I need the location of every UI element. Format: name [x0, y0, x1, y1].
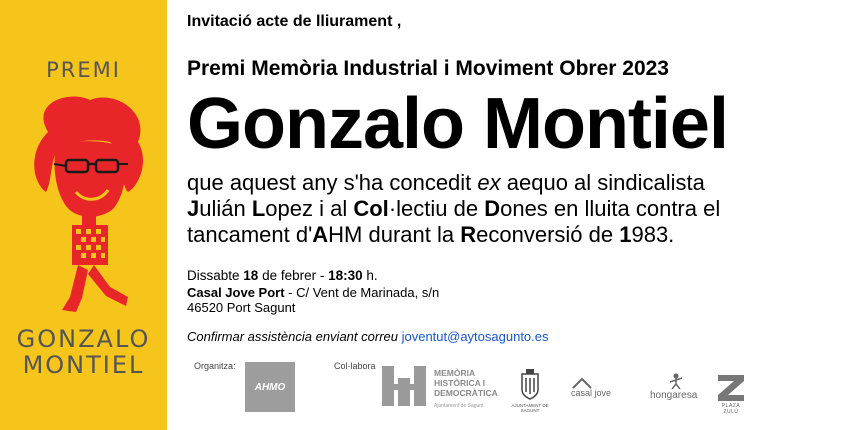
desc-ex: ex	[477, 170, 501, 195]
organitza-label: Organitza:	[194, 361, 236, 371]
sidebar-name-line1: GONZALO	[16, 325, 151, 353]
ajuntament-text: AJUNTAMENT DE SAGUNT	[511, 403, 549, 413]
memoria-line3: DEMOCRÀTICA	[434, 388, 498, 398]
event-month: de febrer -	[258, 268, 329, 283]
plaza-zulu-logo	[714, 373, 748, 415]
hongaresa-logo	[650, 373, 702, 403]
desc-text: ·lectiu de	[388, 196, 485, 221]
memoria-line1: MEMÒRIA	[434, 368, 476, 378]
ajuntament-logo	[506, 368, 554, 412]
event-day-number: 18	[243, 268, 259, 283]
event-venue	[187, 285, 439, 301]
desc-text: econversió de	[476, 222, 620, 247]
desc-initial: R	[460, 222, 477, 247]
desc-text: opez i al	[265, 196, 354, 221]
awardee-name: Gonzalo Montiel	[187, 84, 728, 164]
prize-title: Premi Memòria Industrial i Moviment Obrer 2023	[187, 57, 669, 80]
coat-of-arms-icon	[517, 368, 543, 400]
portrait-illustration	[10, 92, 158, 317]
venue-name: Casal Jove Port	[187, 285, 285, 300]
casal-jove-text: casal jove	[571, 388, 612, 398]
memoria-mark-icon	[382, 366, 428, 406]
plaza-z-icon	[714, 373, 748, 401]
event-day-prefix: Dissabte	[187, 268, 244, 283]
desc-initial: L	[251, 196, 266, 221]
desc-initial: A	[312, 222, 329, 247]
desc-text: que aquest any s'ha concedit	[187, 170, 478, 195]
desc-text: 983.	[631, 222, 675, 247]
memoria-historica-logo	[382, 366, 502, 408]
sidebar-name-line2: MONTIEL	[22, 351, 145, 379]
hongaresa-text: hongaresa	[650, 390, 698, 401]
desc-text: HM durant la	[328, 222, 461, 247]
desc-text: ulián	[199, 196, 252, 221]
ahm-logo	[245, 362, 295, 412]
desc-initial: D	[484, 196, 501, 221]
memoria-line2: HISTÒRICA I	[434, 378, 486, 388]
event-datetime	[187, 268, 378, 284]
desc-initial: J	[187, 196, 200, 221]
desc-initial: Col	[353, 196, 389, 221]
desc-text: aequo al sindicalista	[500, 170, 705, 195]
event-time-suffix: h.	[362, 268, 378, 283]
invitation-heading: Invitació acte de lliurament ,	[187, 13, 402, 30]
rsvp-email-link[interactable]: joventut@aytosagunto.es	[401, 329, 549, 344]
ahm-logo-text: AHMO	[254, 381, 286, 393]
casal-jove-logo	[571, 376, 611, 402]
memoria-subtitle: Ajuntament de Sagunt	[434, 403, 484, 409]
event-postal: 46520 Port Sagunt	[187, 300, 296, 315]
memoria-logo-text	[434, 368, 498, 398]
rsvp-text: Confirmar assistència enviant correu	[187, 329, 402, 344]
venue-address: - C/ Vent de Marinada, s/n	[284, 285, 440, 300]
collabora-label: Col·labora	[334, 361, 376, 371]
rsvp-line	[187, 329, 549, 344]
sidebar-panel	[0, 0, 167, 430]
desc-initial: 1	[619, 222, 632, 247]
plaza-zulu-text: PLAZA ZULÚ	[721, 403, 741, 415]
hongaresa-figure-icon	[666, 373, 686, 389]
desc-text: ones en lluita contra el	[500, 196, 721, 221]
award-description	[187, 170, 837, 248]
desc-text: tancament d'	[187, 222, 313, 247]
event-time: 18:30	[328, 268, 363, 283]
sidebar-premi-label: PREMI	[46, 58, 121, 82]
